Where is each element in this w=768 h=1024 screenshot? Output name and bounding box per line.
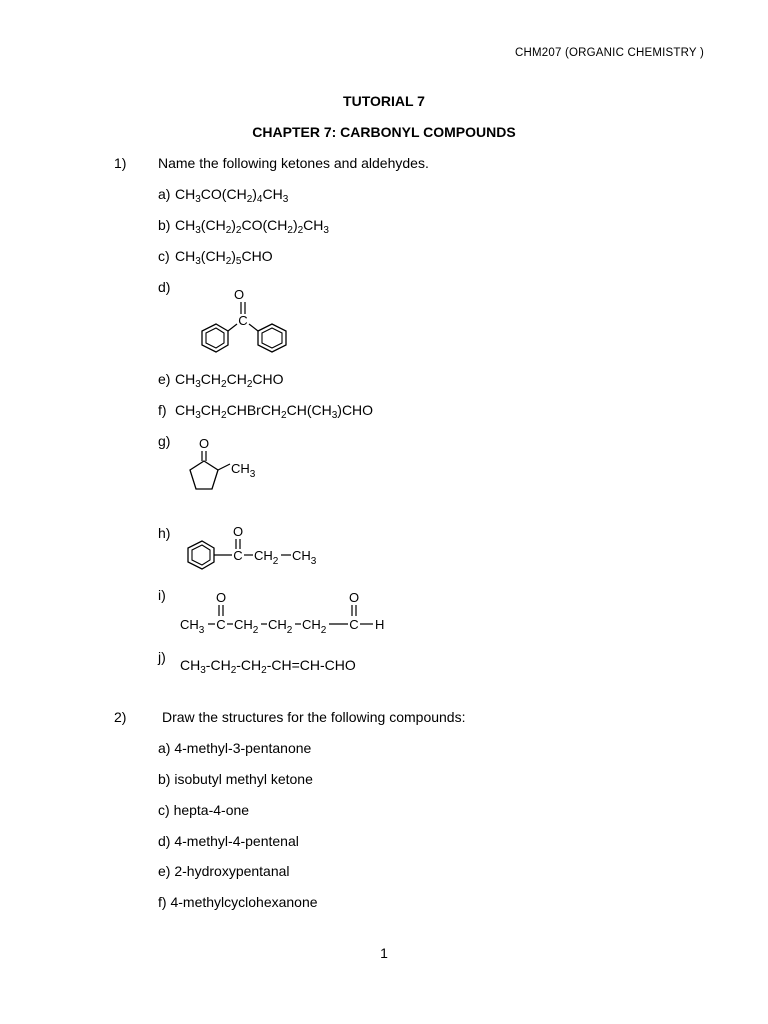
question-2-number: 2) xyxy=(114,709,127,725)
svg-text:CH3: $CH_3$ xyxy=(180,617,205,636)
q1-item-j-label: j) xyxy=(158,649,166,665)
svg-text:H: H xyxy=(375,617,385,632)
propiophenone-structure xyxy=(180,522,340,578)
ethyl-ch3-label: $CH_3$ xyxy=(292,548,317,567)
oxohexanal-structure xyxy=(180,588,400,638)
ethyl-ch2-label: $CH_2$ xyxy=(254,548,279,567)
q2-item-e: e) 2-hydroxypentanal xyxy=(158,863,290,879)
page-number: 1 xyxy=(380,945,388,961)
svg-text:C: C xyxy=(216,617,226,632)
svg-text:CH2: $CH_2$ xyxy=(302,617,327,636)
cyclopentane-ring xyxy=(190,461,218,489)
q1-item-a-formula: $CH_3CO(CH_2)_4CH_3$ xyxy=(175,186,289,205)
ketone-oxygen-label: O xyxy=(215,590,227,605)
q1-item-c-label: c) xyxy=(158,248,170,264)
q1-item-e-label: e) xyxy=(158,371,171,387)
q1-item-j-formula: $CH_3-CH_2-CH_2-CH=CH$-CHO xyxy=(180,657,356,676)
q1-item-b-formula: $CH_3(CH_2)_2CO(CH_2)_2CH_3$ xyxy=(175,217,329,236)
svg-text:C: C xyxy=(349,617,359,632)
oxygen-label: O xyxy=(198,436,210,451)
q2-item-b: b) isobutyl methyl ketone xyxy=(158,771,313,787)
carbonyl-carbon-label: C xyxy=(238,313,248,328)
q1-item-g-label: g) xyxy=(158,433,171,449)
methyl-label: $CH_3$ xyxy=(231,461,256,480)
question-1-text: Name the following ketones and aldehydes. xyxy=(158,155,429,171)
svg-text:CH2: $CH_2$ xyxy=(234,617,259,636)
oxygen-label: O xyxy=(232,524,244,539)
q1-item-f-label: f) xyxy=(158,402,167,418)
chapter-title: CHAPTER 7: CARBONYL COMPOUNDS xyxy=(252,124,516,140)
q1-item-b-label: b) xyxy=(158,217,171,233)
q1-item-a-label: a) xyxy=(158,186,171,202)
q1-item-c-formula: $CH_3(CH_2)_5CHO$ xyxy=(175,248,273,267)
question-2-text: Draw the structures for the following compounds: xyxy=(162,709,466,725)
q2-item-c: c) hepta-4-one xyxy=(158,802,250,818)
q1-item-h-label: h) xyxy=(158,525,171,541)
oxygen-label: O xyxy=(233,287,245,302)
q1-item-e-formula: $CH_3CH_2CH_2CHO$ xyxy=(175,371,284,390)
svg-text:CH2: $CH_2$ xyxy=(268,617,293,636)
q2-item-d: d) 4-methyl-4-pentenal xyxy=(158,833,299,849)
question-1-number: 1) xyxy=(114,155,127,171)
q2-item-f: f) 4-methylcyclohexanone xyxy=(158,894,318,910)
q1-item-f-formula: $CH_3CH_2CHBrCH_2CH(CH_3)CHO$ xyxy=(175,402,374,421)
course-header: CHM207 (ORGANIC CHEMISTRY ) xyxy=(515,47,705,59)
benzophenone-structure xyxy=(190,284,300,360)
q1-item-d-label: d) xyxy=(158,279,171,295)
methylcyclopentanone-structure xyxy=(184,434,274,498)
carbonyl-carbon-label: C xyxy=(233,548,243,563)
q1-item-i-label: i) xyxy=(158,587,166,603)
q2-item-a: a) 4-methyl-3-pentanone xyxy=(158,740,312,756)
tutorial-title: TUTORIAL 7 xyxy=(343,93,425,109)
aldehyde-oxygen-label: O xyxy=(348,590,360,605)
